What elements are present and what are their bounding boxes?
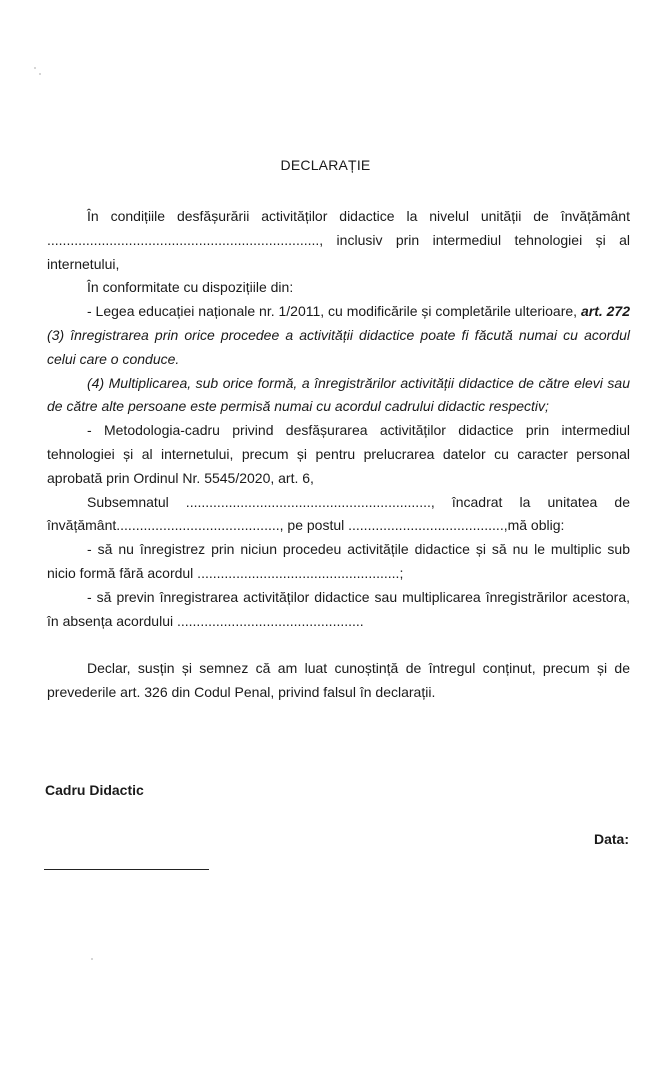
paragraph-no-record: - să nu înregistrez prin niciun procedeu activitățile didactice și să nu le multiplic sub nicio formă fără acordul ....................................................; (47, 541, 630, 581)
law-article-text: (3) înregistrarea prin orice procedee a activității didactice poate fi făcută numai cu acordul celui care o conduce. (47, 326, 630, 367)
document-title: DECLARAȚIE (280, 157, 371, 173)
signature-label: Cadru Didactic (45, 782, 144, 798)
scan-speck (39, 73, 41, 75)
law-intro-text: - Legea educației naționale nr. 1/2011, cu modificările și completările ulterioare, (87, 303, 581, 320)
paragraph-methodology: - Metodologia-cadru privind desfășurarea activităților didactice prin intermediul tehnologiei și al internetului, precum și pentru prelucrarea datelor cu caracter personal aprobată prin Ordinul Nr. 5545/2020, art. 6, (47, 422, 630, 486)
signature-line (44, 869, 209, 870)
paragraph-undersigned: Subsemnatul ..............................................................., încadrat la unitatea de învățământ.........................................., pe postul ........................................,mă oblig: (47, 493, 630, 534)
paragraph-multiplication: (4) Multiplicarea, sub orice formă, a înregistrărilor activității didactice de către elevi sau de către alte persoane este permisă numai cu acordul cadrului didactic respectiv; (47, 374, 630, 415)
scan-speck (91, 958, 93, 960)
paragraph-context: În condițiile desfășurării activităților didactice la nivelul unității de învățământ ......................................................................, inclusiv prin intermediul tehnologiei și al internetului, (47, 208, 630, 272)
date-label: Data: (593, 831, 629, 847)
paragraph-law-1-2011 (47, 300, 630, 371)
scan-speck (34, 67, 36, 69)
paragraph-conformity: În conformitate cu dispozițiile din: (87, 279, 294, 296)
law-article-ref: art. 272 (580, 303, 630, 320)
paragraph-declaration: Declar, susțin și semnez că am luat cunoștință de întregul conținut, precum și de prevederile art. 326 din Codul Penal, privind falsul în declarații. (47, 660, 630, 701)
paragraph-prevent: - să previn înregistrarea activităților didactice sau multiplicarea înregistrărilor acestora, în absența acordului ................................................ (47, 588, 630, 629)
document-body (47, 205, 630, 705)
